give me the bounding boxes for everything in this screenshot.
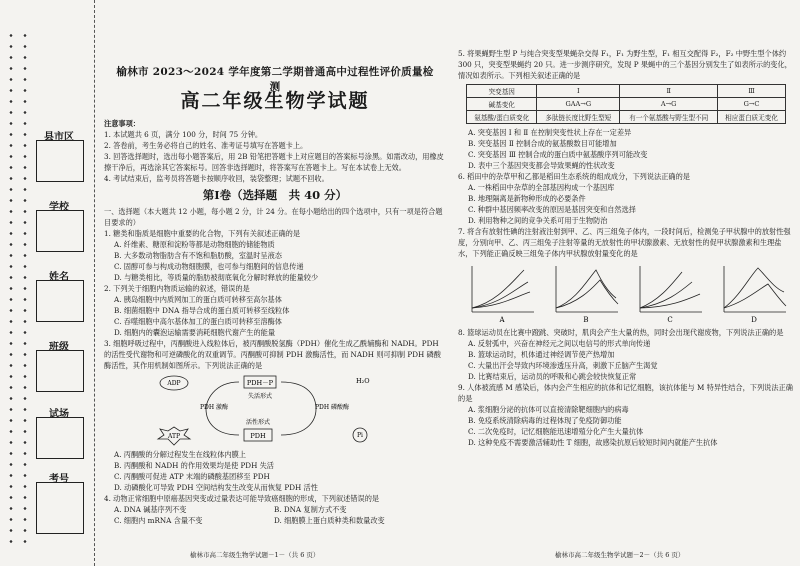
option: B. 大多数动物脂肪含有不饱和脂肪酸，室温时呈液态: [114, 251, 282, 260]
question-8: 8. 篮球运动员在比赛中蹬跳、突破时，肌肉会产生大量的热，同时会出现代谢废物，下列说法正确的是: [458, 328, 784, 337]
option: B. 地理隔离是新物种形成的必要条件: [468, 194, 586, 203]
curve-2: [556, 280, 618, 308]
option: C. 突变基因 Ⅲ 控制合成的蛋白质中氨基酸序列可能改变: [468, 150, 648, 159]
option: C. 吞噬细胞中高尔基体加工的蛋白质可转移至溶酶体: [114, 317, 282, 326]
left-column: [104, 118, 446, 548]
table-header: Ⅲ: [718, 85, 786, 98]
table-cell: 有一个氨基酸与野生型不同: [620, 111, 718, 124]
phosphatase-label: PDH 磷酸酶: [315, 404, 349, 411]
name-box: [36, 280, 84, 322]
sidebar-label-school: 学校: [49, 202, 69, 213]
option: C. 大量出汗会导致内环境渗透压升高，刺激下丘脑产生渴觉: [468, 361, 658, 370]
option: D. 细胞内的囊泡运输需要消耗细胞代谢产生的能量: [114, 328, 276, 337]
question-6: 6. 稻田中的杂草甲和乙都是稻田生态系统的组成成分，下列说法正确的是: [458, 172, 690, 181]
question-3: 3. 细胞呼吸过程中，丙酮酸进入线粒体后，被丙酮酸脱氢酶（PDH）催化生成乙酰辅酶和 NADH。PDH 的活性受代谢物和可逆磷酸化的双重调节。丙酮酸可抑制 PDH 激酶活性，而 NADH 则可抑制 PDH 磷酸酶活性，其作用机制如图所示。下列说法正确的是: [104, 339, 441, 370]
adp-label: ADP: [167, 380, 181, 387]
option: C. 丙酮酸可促进 ATP 末端的磷酸基团移至 PDH: [114, 472, 270, 481]
option: A. 纤维素、糖原和淀粉等都是动物细胞的储能物质: [114, 240, 275, 249]
chart-letter: B: [583, 316, 589, 324]
option: C. 固醇可参与构成动物细胞膜，也可参与细胞间的信息传递: [114, 262, 304, 271]
curve-1: [556, 270, 616, 308]
option: D. 表中三个基因突变都会导致果蝇的性状改变: [468, 161, 615, 170]
binding-dots: [8, 30, 14, 550]
option: A. 丙酮酸的分解过程发生在线粒体内膜上: [114, 450, 246, 459]
pdh-diagram: [134, 371, 434, 449]
option: C. 细胞内 mRNA 含量不变: [114, 516, 203, 525]
note-item: 3. 回答选择题时，选出每小题答案后，用 2B 铅笔把答题卡上对应题目的答案标号涂黑。如需改动，用橡皮擦干净后，再选涂其它答案标号。回答非选择题时，将答案写在答题卡上。写在本试卷上无效。: [104, 152, 444, 172]
room-box: [36, 417, 84, 459]
table-header: Ⅱ: [620, 85, 718, 98]
option: B. 丙酮酸和 NADH 的作用效果均是使 PDH 失活: [114, 461, 274, 470]
note-item: 2. 答卷前，考生务必将自己的姓名、准考证号填写在答题卡上。: [104, 141, 308, 150]
question-2: 2. 下列关于细胞内物质运输的叙述，错误的是: [104, 284, 250, 293]
option: A. 突变基因 Ⅰ 和 Ⅱ 在控制突变性状上存在一定差异: [468, 128, 632, 137]
notes-title: 注意事项：: [104, 119, 140, 128]
option: A. 胰岛细胞中内质网加工的蛋白质可转移至高尔基体: [114, 295, 282, 304]
q7-chart-a: [462, 262, 538, 324]
option: D. 动磷酸化可导致 PDH 空间结构发生改变从而恢复 PDH 活性: [114, 483, 318, 492]
binding-strip: [0, 0, 95, 566]
note-item: 1. 本试题共 6 页，满分 100 分，时间 75 分钟。: [104, 130, 263, 139]
option: B. 篮球运动时，机体通过神经调节使产热增加: [468, 350, 615, 359]
option: A. DNA 碱基序列不变: [114, 505, 187, 514]
table-header: 突变基因: [467, 85, 537, 98]
question-5: 5. 将果蝇野生型 P 与纯合突变型果蝇杂交得 F₁，F₁ 为野生型，F₁ 相互交配得 F₂，F₂ 中野生型个体约 300 只，突变型果蝇约 20 只。进一步测序研究，发现 P 果蝇中的三个基因分别发生了如表所示的变化，情况如表所示。下列相关叙述正确的是: [458, 49, 792, 80]
section-title: 第Ⅰ卷（选择题 共 40 分）: [202, 188, 348, 202]
table-cell: 多肽链长度比野生型短: [537, 111, 620, 124]
option: B. 突变基因 Ⅱ 控制合成的氨基酸数目可能增加: [468, 139, 617, 148]
table-cell: A→G: [620, 98, 718, 111]
question-9: 9. 人体被流感 M 感染后，体内会产生相应的抗体和记忆细胞，该抗体能与 M 特异性结合，下列说法正确的是: [458, 383, 793, 403]
option: A. 一株稻田中杂草的全部基因构成一个基因库: [468, 183, 615, 192]
q7-charts: [462, 262, 790, 324]
option: D. 与糖类相比，等质量的脂肪被彻底氧化分解时释放的能量较少: [114, 273, 319, 282]
question-1: 1. 糖类和脂质是细胞中重要的化合物，下列有关叙述正确的是: [104, 229, 301, 238]
exam-title: 高二年级生物学试题: [180, 90, 370, 112]
exam-header: 榆林市 2023～2024 学年度第二学期普通高中过程性评价质量检测: [116, 66, 434, 93]
curve-1: [472, 270, 524, 308]
option: D. 比赛结束后，运动员的呼吸和心跳会较快恢复正常: [468, 372, 637, 381]
question-7: 7. 将含有放射性碘的注射液注射到甲、乙、丙三组兔子体内，一段时间后，检测兔子甲状腺中的放射性强度，分别向甲、乙、丙三组兔子注射等量的无放射性的甲状腺激素、无放射性的促甲状腺激素和生理盐水，下列能正确反映三组兔子体内甲状腺放射量变化的是: [458, 227, 791, 258]
active-label: 活性形式: [245, 419, 271, 426]
district-box: [36, 140, 84, 182]
sidebar-label-class: 班级: [49, 342, 69, 353]
binding-dots: [22, 30, 28, 550]
exam-id-box: [36, 482, 84, 534]
phosphatase-arrow: [281, 382, 316, 435]
table-cell: 碱基变化: [467, 98, 537, 111]
chart-letter: A: [499, 316, 505, 324]
option: A. 浆细胞分泌的抗体可以直接清除靶细胞内的病毒: [468, 405, 629, 414]
question-4: 4. 动物正常细胞中原癌基因突变或过量表达可能导致癌细胞的形成，下列叙述错误的是: [104, 494, 380, 503]
table-cell: G→C: [718, 98, 786, 111]
pdh-kinase-label: PDH 激酶: [200, 404, 228, 411]
atp-label: ATP: [167, 433, 181, 440]
option: C. 二次免疫时，记忆细胞能迅速增殖分化产生大量抗体: [468, 427, 644, 436]
sidebar-label-district: 县市区: [44, 132, 74, 143]
table-cell: 相应蛋白质无变化: [718, 111, 786, 124]
option: B. DNA 复制方式不变: [274, 505, 347, 514]
q-instructions: 一、选择题（本大题共 12 小题，每小题 2 分，计 24 分。在每小题给出的四个选项中，只有一项是符合题目要求的）: [104, 207, 443, 227]
footer-left: 榆林市高二年级生物学试题－1－（共 6 页）: [190, 551, 320, 559]
q7-chart-d: [714, 262, 790, 324]
q7-chart-c: [630, 262, 706, 324]
table-cell: 氨基酸/蛋白质变化: [467, 111, 537, 124]
option: B. 细菌细胞中 DNA 指导合成的蛋白质可转移至线粒体: [114, 306, 290, 315]
footer-right: 榆林市高二年级生物学试题－2－（共 6 页）: [555, 551, 685, 559]
mutation-table: [466, 84, 786, 124]
pi-label: Pi: [357, 432, 363, 439]
note-item: 4. 考试结束后，监考员将答题卡按顺序收回，装袋整理；试题不回收。: [104, 174, 329, 183]
curve-2: [472, 282, 528, 308]
option: D. 这种免疫不需要激活辅助性 T 细胞，故感染抗原后较短时间内就能产生抗体: [468, 438, 718, 447]
option: D. 细胞膜上蛋白质种类和数量改变: [274, 516, 385, 525]
chart-letter: C: [667, 316, 673, 324]
sidebar-label-name: 姓名: [49, 272, 69, 283]
option: B. 免疫系统清除病毒的过程体现了免疫防御功能: [468, 416, 622, 425]
option: A. 反射弧中，兴奋在神经元之间以电信号的形式单向传递: [468, 339, 651, 348]
inactive-label: 失活形式: [247, 393, 273, 400]
school-box: [36, 210, 84, 252]
class-box: [36, 350, 84, 392]
pdh-p-label: PDH－P: [246, 379, 274, 387]
curve-1: [724, 268, 784, 308]
table-header: Ⅰ: [537, 85, 620, 98]
q7-chart-b: [546, 262, 622, 324]
table-cell: GAA→G: [537, 98, 620, 111]
sidebar-label-id: 考号: [49, 474, 69, 485]
pdh-label: PDH: [250, 432, 266, 440]
chart-letter: D: [751, 316, 757, 324]
q4-options: [104, 504, 446, 526]
option: C. 种群中基因频率改变的原因是基因突变和自然选择: [468, 205, 636, 214]
option: D. 利用物种之间的竞争关系可用于生物防治: [468, 216, 608, 225]
h2o-label: H₂O: [356, 377, 370, 385]
right-column: [458, 48, 794, 548]
sidebar-label-room: 试场: [49, 409, 69, 420]
